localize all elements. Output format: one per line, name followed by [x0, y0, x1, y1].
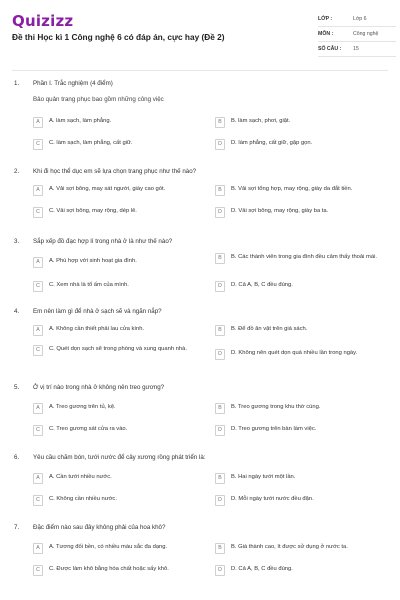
option-b[interactable]	[215, 472, 380, 490]
option-text: C. Quét dọn sạch sẽ trong phòng và xung quanh nhà.	[49, 346, 187, 352]
option-text: D. Không nên quét dọn quá nhiều lần trong ngày.	[231, 350, 358, 356]
option-text: D. Treo gương trên bàn làm việc.	[231, 426, 317, 432]
option-letter: C	[33, 345, 43, 356]
question-number: 2.	[14, 168, 20, 175]
question-text: Ở vị trí nào trong nhà ở không nên treo gương?	[33, 384, 165, 391]
meta-value: 15	[353, 46, 359, 52]
option-letter: C	[33, 425, 43, 436]
option-text: D. làm phẳng, cất giữ, gập gọn.	[231, 140, 313, 146]
meta-label: SỐ CÂU :	[318, 46, 342, 52]
question-text: Khi đi học thể dục em sẽ lựa chọn trang phục như thế nào?	[33, 168, 197, 175]
option-letter: C	[33, 495, 43, 506]
option-letter: C	[33, 565, 43, 576]
option-d[interactable]	[215, 424, 380, 442]
option-d[interactable]	[215, 348, 380, 366]
option-letter: C	[33, 281, 43, 292]
option-letter: D	[215, 495, 225, 506]
option-text: A. Treo gương trên tủ, kệ.	[49, 404, 116, 410]
question-text: Sắp xếp đồ đạc hợp lí trong nhà ở là như thế nào?	[33, 238, 173, 245]
meta-value: Công nghệ	[353, 31, 379, 37]
option-c[interactable]	[33, 206, 198, 224]
option-letter: B	[215, 185, 225, 196]
meta-value: Lớp 6	[353, 16, 367, 22]
meta-label: LỚP :	[318, 16, 333, 22]
question-number: 1.	[14, 80, 20, 87]
option-text: A. Phù hợp với sinh hoạt gia đình.	[49, 258, 137, 264]
option-text: D. Cả A, B, C đều đúng.	[231, 282, 293, 288]
question-subtext: Bảo quản trang phục bao gồm những công việc	[33, 96, 164, 103]
option-text: B. Để đồ ăn vặt trên giá sách.	[231, 326, 308, 332]
option-c[interactable]	[33, 424, 198, 442]
option-b[interactable]	[215, 542, 380, 560]
question-number: 4.	[14, 308, 20, 315]
option-text: A. Không cần thiết phải lau cửa kính.	[49, 326, 145, 332]
meta-table	[318, 12, 396, 57]
option-letter: C	[33, 207, 43, 218]
option-text: B. Các thành viên trong gia đình đều cảm thấy thoải mái.	[231, 254, 377, 260]
option-text: C. Được làm khô bằng hóa chất hoặc sấy khô.	[49, 566, 169, 572]
option-a[interactable]	[33, 256, 198, 274]
option-text: B. Treo gương trong khu thờ cúng.	[231, 404, 321, 410]
option-b[interactable]	[215, 252, 380, 270]
option-a[interactable]	[33, 184, 198, 202]
option-text: D. Vải sợi bông, may rộng, giày ba ta.	[231, 208, 329, 214]
option-text: A. Vải sợi bông, may sát người, giày cao gót.	[49, 186, 166, 192]
meta-label: MÔN :	[318, 31, 334, 37]
option-a[interactable]	[33, 542, 198, 560]
option-letter: A	[33, 473, 43, 484]
question-4	[0, 306, 400, 382]
option-text: D. Mỗi ngày tưới nước đều đặn.	[231, 496, 314, 502]
option-b[interactable]	[215, 402, 380, 420]
option-letter: D	[215, 565, 225, 576]
option-text: B. Vải sợi tổng hợp, may rộng, giày da đắt tiền.	[231, 186, 353, 192]
option-letter: D	[215, 281, 225, 292]
option-b[interactable]	[215, 324, 380, 342]
option-letter: C	[33, 139, 43, 150]
option-b[interactable]	[215, 184, 380, 202]
option-letter: D	[215, 139, 225, 150]
meta-row-class	[318, 12, 396, 27]
worksheet-title: Đề thi Học kì 1 Công nghệ 6 có đáp án, cực hay (Đề 2)	[12, 32, 225, 42]
quizizz-logo: Quizizz	[12, 12, 74, 30]
question-text: Đặc điểm nào sau đây không phải của hoa khô?	[33, 524, 166, 531]
option-letter: B	[215, 403, 225, 414]
question-number: 3.	[14, 238, 20, 245]
meta-row-count	[318, 42, 396, 57]
option-text: B. Hai ngày tưới một lần.	[231, 474, 296, 480]
option-letter: D	[215, 425, 225, 436]
question-number: 7.	[14, 524, 20, 531]
option-letter: B	[215, 253, 225, 264]
option-text: B. làm sạch, phơi, giặt.	[231, 118, 291, 124]
option-text: A. Cần tưới nhiều nước.	[49, 474, 112, 480]
question-number: 6.	[14, 454, 20, 461]
question-number: 5.	[14, 384, 20, 391]
option-text: C. Xem nhà là tổ ấm của mình.	[49, 282, 129, 288]
option-d[interactable]	[215, 564, 380, 582]
option-text: D. Cả A, B, C đều đúng.	[231, 566, 293, 572]
option-text: B. Giá thành cao, ít được sử dụng ở nước ta.	[231, 544, 348, 550]
option-d[interactable]	[215, 206, 380, 224]
meta-row-subject	[318, 27, 396, 42]
option-c[interactable]	[33, 280, 198, 298]
question-list	[0, 78, 400, 592]
option-c[interactable]	[33, 564, 198, 582]
question-6	[0, 452, 400, 522]
header-divider	[12, 70, 388, 71]
option-d[interactable]	[215, 494, 380, 512]
option-text: A. Tương đối bền, có nhiều màu sắc đa dạng.	[49, 544, 168, 550]
option-letter: A	[33, 403, 43, 414]
option-letter: A	[33, 257, 43, 268]
question-text: Em nên làm gì để nhà ở sạch sẽ và ngăn nắp?	[33, 308, 162, 315]
option-a[interactable]	[33, 324, 198, 342]
question-2	[0, 166, 400, 236]
option-c[interactable]	[33, 138, 198, 156]
option-a[interactable]	[33, 116, 198, 134]
option-c[interactable]	[33, 344, 198, 362]
question-7	[0, 522, 400, 592]
option-text: C. Vải sợi bông, may rộng, dép lê.	[49, 208, 137, 214]
question-text: Phần I. Trắc nghiệm (4 điểm)	[33, 80, 113, 87]
option-letter: D	[215, 207, 225, 218]
option-b[interactable]	[215, 116, 380, 134]
option-letter: B	[215, 325, 225, 336]
option-a[interactable]	[33, 402, 198, 420]
question-text: Yêu cầu chăm bón, tưới nước để cây xương rồng phát triển là:	[33, 454, 206, 461]
question-3	[0, 236, 400, 306]
option-text: C. Không cần nhiều nước.	[49, 496, 117, 502]
question-1	[0, 78, 400, 148]
option-letter: A	[33, 325, 43, 336]
option-letter: D	[215, 349, 225, 360]
option-text: C. làm sạch, làm phẳng, cất giữ.	[49, 140, 133, 146]
option-letter: A	[33, 543, 43, 554]
option-text: A. làm sạch, làm phẳng.	[49, 118, 112, 124]
option-letter: B	[215, 473, 225, 484]
question-5	[0, 382, 400, 452]
option-a[interactable]	[33, 472, 198, 490]
option-letter: B	[215, 117, 225, 128]
option-d[interactable]	[215, 138, 380, 156]
option-letter: B	[215, 543, 225, 554]
option-d[interactable]	[215, 280, 380, 298]
option-c[interactable]	[33, 494, 198, 512]
option-text: C. Treo gương sát cửa ra vào.	[49, 426, 128, 432]
worksheet-header	[0, 0, 400, 66]
option-letter: A	[33, 117, 43, 128]
option-letter: A	[33, 185, 43, 196]
